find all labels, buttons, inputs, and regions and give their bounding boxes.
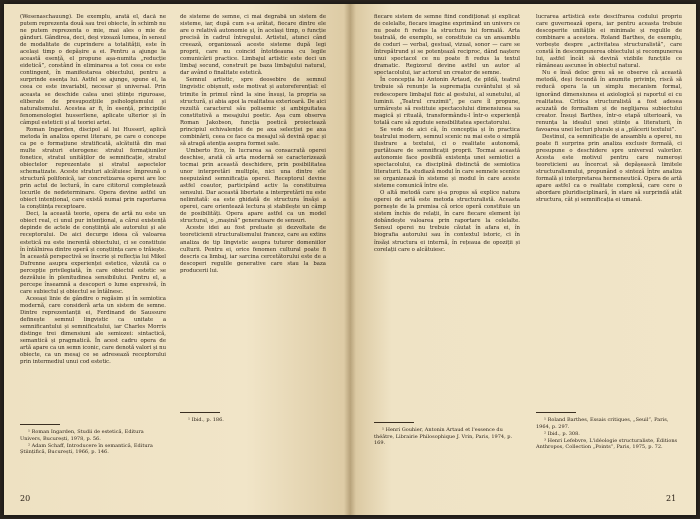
footnote: ² Adam Schaff, Introducere în semantică, Editura Științifică, București, 1966, p. 146. xyxy=(20,442,153,456)
paragraph: de sisteme de semne, ci mai degrabă un sistem de sisteme, iar, după cum s-a arătat, fiecare dintre ele are o relativă autonomie și, în același timp, o funcție precisă în cadrul întregului. Artistul, atunci când creează, organizează aceste sisteme după legi proprii, care nu coincid întotdeauna cu legile comunicării practice. Limbajul artistic este deci un limbaj secund, construit pe baza limbajului natural, dar având o finalitate estetică. xyxy=(180,14,326,77)
footnote: ¹ Ibid., p. 186. xyxy=(188,417,224,423)
paragraph: Destinul, ca semnificație de ansamblu a operei, nu poate fi surprins prin analiza exclusiv formală, ci presupune o deschidere spre universul valorilor. Acesta este motivul pentru care numeroși teoreticieni au încercat să depășească limitele structuralismului, propunând o sinteză între analiza formală și interpretarea hermeneutică. Opera de artă apare astfel ca o realitate complexă, care cere o abordare pluridisciplinară, în stare să surprindă atât structura, cât și semnificația ei umană. xyxy=(536,133,682,204)
paragraph: Deci, la această teorie, opera de artă nu este un obiect real, ci unul pur intențional, a cărui existență depinde de actele de conștiință ale autorului și ale receptorului. De aici decurge ideea că valoarea estetică nu este inerentă obiectului, ci se constituie în întâlnirea dintre operă și conștiința care o trăiește. În această perspectivă se înscrie și reflecția lui Mikel Dufrenne asupra experienței estetice, văzută ca o percepție privilegiată, în care obiectul estetic se dezvăluie în plenitudinea sensibilului. Pentru el, a percepe înseamnă a descoperi o lume expresivă, în care subiectul și obiectul se întâlnesc. xyxy=(20,211,166,295)
footnote-rule xyxy=(536,412,576,413)
right-page xyxy=(350,4,696,515)
book-gutter xyxy=(344,4,356,515)
footnote: ² Ibid., p. 308. xyxy=(544,430,580,437)
paragraph: Aceeași linie de gândire o regăsim și în semiotica modernă, care consideră arta un sistem de semne. Dintre reprezentanții ei, Ferdinand de Saussure definește semnul lingvistic ca unitate a semnificantului și semnificatului, iar Charles Morris distinge trei dimensiuni ale semiozei: sintactică, semantică și pragmatică. În acest cadru opera de artă apare ca un semn iconic, care denotă valori și nu obiecte, ca un mesaj ce se adresează receptorului prin intermediul unui cod estetic. xyxy=(20,295,166,366)
footnote-rule xyxy=(20,424,60,425)
paragraph: Se vede de aici că, în concepția și în practica teatrului modern, semnul scenic nu mai este o simplă ilustrare a textului, ci o realitate autonomă, purtătoare de semnificații proprii. Tocmai această autonomie face posibilă existența unei semiotici a spectacolului, ca disciplină distinctă de semiotica literaturii. Ea studiază modul în care semnele scenice se organizează în sisteme și modul în care aceste sisteme comunică între ele. xyxy=(374,126,520,190)
footnote: ¹ Roland Barthes, Essais critiques, „Seuil”, Paris, 1964, p. 297. xyxy=(536,417,669,430)
footnote-rule xyxy=(180,412,220,413)
left-page-footnotes-1 xyxy=(20,429,166,456)
paragraph: Roman Ingarden, discipol al lui Husserl, aplică metoda în analiza operei literare, pe care o concepe ca pe o formațiune stratificată, alcătuită din mai multe straturi eterogene: stratul formațiunilor fonetice, stratul unităților de semnificație, stratul obiectelor reprezentate și stratul aspectelor schematizate. Aceste straturi alcătuiesc împreună o structură polifonică, iar concretizarea operei are loc prin actul de lectură, în care cititorul completează locurile de nedeterminare. Opera devine astfel un obiect intențional, care există numai prin raportarea la conștiința receptoare. xyxy=(20,126,166,211)
footnote: ¹ Henri Gouhier, Antonin Artaud et l'essence du théâtre, Librairie Philosophique J. Vrin, Paris, 1974, p. 169. xyxy=(374,427,513,447)
paragraph: În concepția lui Antonin Artaud, de pildă, teatrul trebuie să renunțe la supremația cuvântului și să redescopere limbajul fizic al gestului, al sunetului, al luminii. „Teatrul cruzimii”, pe care îl propune, urmărește să restituie spectacolului dimensiunea sa magică și rituală, transformându-l într-o experiență totală care să zguduie sensibilitatea spectatorului. xyxy=(374,77,520,126)
footnote: ¹ Roman Ingarden, Studii de estetică, Editura Univers, București, 1978, p. 56. xyxy=(20,429,144,442)
page-number-left: 20 xyxy=(20,494,31,503)
paragraph: Nu e însă deloc greu să se observe că această metodă, deși fecundă în anumite privințe, riscă să reducă opera la un simplu mecanism formal, ignorând dimensiunea ei axiologică și raportul ei cu realitatea. Critica structuralistă a fost adesea acuzată de formalism și de neglijarea subiectului creator. Însuși Barthes, într-o etapă ulterioară, va renunța la idealul unei științe a literaturii, în favoarea unei lecturi plurale și a „plăcerii textului”. xyxy=(536,70,682,133)
paragraph: lucrarea artistică este descifrarea codului propriu care guvernează opera, iar pentru aceasta trebuie descoperite unitățile ei minimale și regulile de combinare a acestora. Roland Barthes, de exemplu, vorbește despre „activitatea structuralistă”, care constă în descompunerea obiectului și recompunerea lui, astfel încât să devină vizibile funcțiile ce rămâneau ascunse în obiectul natural. xyxy=(536,14,682,70)
paragraph: Aceste idei au fost preluate și dezvoltate de teoreticienii structuralismului francez, care au extins analiza de tip lingvistic asupra tuturor domeniilor culturii. Pentru ei, orice fenomen cultural poate fi descris ca limbaj, iar sarcina cercetătorului este de a descoperi regulile generative care stau la baza producerii lui. xyxy=(180,225,326,274)
right-page-footnotes-1 xyxy=(374,427,520,447)
right-page-column-2 xyxy=(536,14,682,406)
paragraph: Semnul artistic, spre deosebire de semnul lingvistic obișnuit, este motivat și autoreferențial: el trimite în primul rând la sine însuși, la propria sa structură, și abia apoi la realitatea exterioară. De aici rezultă caracterul său polisemic și ambiguitatea constitutivă a mesajului poetic. Așa cum observa Roman Jakobson, funcția poetică proiectează principiul echivalenței de pe axa selecției pe axa combinării, ceea ce face ca mesajul să devină opac și să atragă atenția asupra formei sale. xyxy=(180,77,326,147)
paragraph: fiecare sistem de semne fiind condiționat și explicat de celelalte, fiecare imagine exprimând un univers ce nu poate fi redus la structura lui formală. Arta teatrală, de exemplu, se constituie ca un ansamblu de coduri — verbal, gestual, vizual, sonor — care se întrepătrund și se potențează reciproc, dând naștere unui spectacol ce nu poate fi redus la textul dramatic. Regizorul devine astfel un autor al spectacolului, iar actorul un creator de semne. xyxy=(374,14,520,77)
right-page-footnotes-2 xyxy=(536,417,682,451)
left-page-column-1 xyxy=(20,14,166,416)
footnote-rule xyxy=(374,422,414,423)
paragraph: O altă metodă care și-a propus să explice natura operei de artă este metoda structuralistă. Aceasta pornește de la premisa că orice operă constituie un sistem închis de relații, în care fiecare element își dobândește valoarea prin raportare la celelalte. Sensul operei nu trebuie căutat în afara ei, în biografia autorului sau în contextul istoric, ci în însăși structura ei internă, în rețeaua de opoziții și corelații care o alcătuiesc. xyxy=(374,190,520,253)
left-page-footnotes-2 xyxy=(180,417,326,424)
page-number-right: 21 xyxy=(666,494,677,503)
left-page xyxy=(4,4,350,515)
right-page-column-1 xyxy=(374,14,520,416)
footnote: ³ Henri Lefebvre, L'idéologie structuraliste, Éditions Anthropos, Collection „Points”, Paris, 1975, p. 72. xyxy=(536,437,678,451)
left-page-column-2 xyxy=(180,14,326,406)
paragraph: Umberto Eco, în lucrarea sa consacrată operei deschise, arată că arta modernă se caracterizează tocmai prin această deschidere, prin posibilitatea unor interpretări multiple, nici una dintre ele neepuizând semnificația operei. Receptorul devine astfel coautor, participând activ la constituirea sensului. Dar această libertate a interpretării nu este nelimitată: ea este ghidată de structura însăși a operei, care orientează lectura și stabilește un câmp de posibilități. Opera apare astfel ca un model structural, o „mașină” generatoare de sensuri. xyxy=(180,147,326,225)
paragraph: (Wesenaschauung). De exemplu, arată el, dacă ne putem reprezenta două sau trei obiecte, în schimb nu ne putem reprezenta o mie, mai ales o mie de gânduri. Gândirea, deci, deși vizează lumea, în sensul de modalitate de cuprindere a totalității, este în același timp o depășire a ei. Pentru a ajunge la această esență, el propune așa-numita „reducție eidetică”, constând în eliminarea a tot ceea ce este contingent, în manifestarea obiectului, pentru a surprinde esența lui. Astfel se ajunge, spune el, la ceea ce este invariabil, necesar și universal. Prin aceasta se deschide calea unei științe riguroase, eliberate de presupozițiile psihologismului și naturalismului. Acestea ar fi, în esență, principiile fenomenologiei husserliene, aplicate ulterior și în câmpul esteticii și al teoriei artei. xyxy=(20,14,166,126)
book-spread xyxy=(4,4,696,515)
